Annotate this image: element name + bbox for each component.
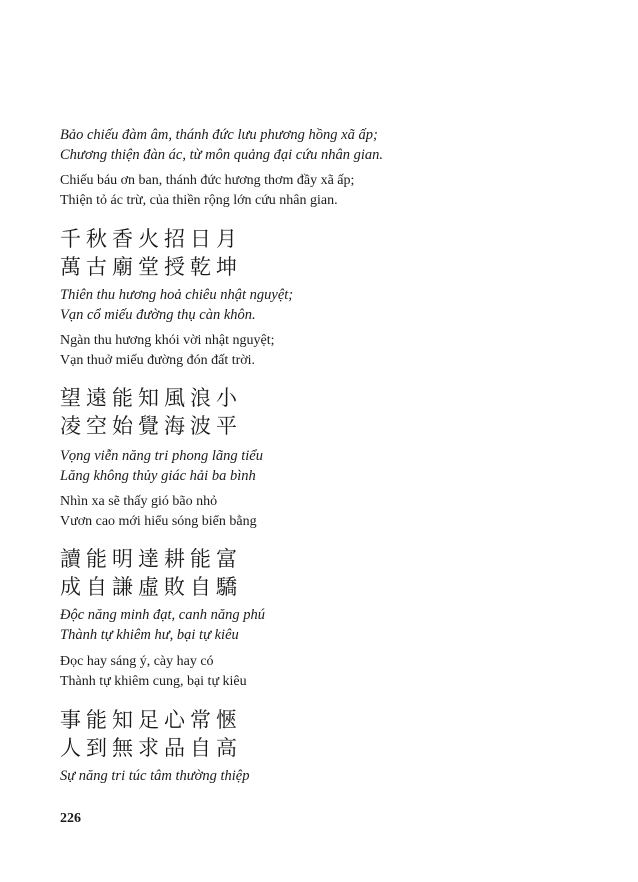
page-number: 226 xyxy=(60,811,81,826)
hanzi-line: 凌空始覺海波平 xyxy=(60,414,242,438)
reading-line: Vạn cổ miếu đường thụ càn khôn. xyxy=(60,307,256,323)
translation-line: Thiện tỏ ác trừ, của thiền rộng lớn cứu nhân gian. xyxy=(60,193,338,208)
translation-line: Chiếu báu ơn ban, thánh đức hương thơm đầy xã ấp; xyxy=(60,173,355,188)
reading-line: Thiên thu hương hoả chiêu nhật nguyệt; xyxy=(60,287,294,303)
hanzi-line: 成自謙虛敗自驕 xyxy=(60,575,242,599)
translation-line: Vươn cao mới hiểu sóng biển bằng xyxy=(60,514,257,529)
hanzi-line: 千秋香火招日月 xyxy=(60,227,242,251)
hanzi-line: 人到無求品自高 xyxy=(60,736,242,760)
reading-line: Độc năng minh đạt, canh năng phú xyxy=(60,607,265,623)
reading-line: Chương thiện đàn ác, từ môn quảng đại cứu nhân gian. xyxy=(60,147,384,163)
reading-line: Vọng viễn năng tri phong lãng tiểu xyxy=(60,448,263,464)
translation-line: Thành tự khiêm cung, bại tự kiêu xyxy=(60,674,247,689)
hanzi-line: 讀能明達耕能富 xyxy=(60,547,242,571)
translation-line: Vạn thuở miếu đường đón đất trời. xyxy=(60,353,256,368)
hanzi-line: 望遠能知風浪小 xyxy=(60,386,242,410)
translation-line: Đọc hay sáng ý, cày hay có xyxy=(60,654,214,669)
reading-line: Sự năng tri túc tâm thường thiệp xyxy=(60,768,250,784)
translation-line: Ngàn thu hương khói vời nhật nguyệt; xyxy=(60,333,275,348)
hanzi-line: 萬古廟堂授乾坤 xyxy=(60,255,242,279)
hanzi-line: 事能知足心常愜 xyxy=(60,708,242,732)
reading-line: Thành tự khiêm hư, bại tự kiêu xyxy=(60,627,239,643)
reading-line: Bảo chiếu đàm âm, thánh đức lưu phương hồng xã ấp; xyxy=(60,127,378,143)
translation-line: Nhìn xa sẽ thấy gió bão nhỏ xyxy=(60,494,218,509)
reading-line: Lăng không thủy giác hải ba bình xyxy=(60,468,256,484)
